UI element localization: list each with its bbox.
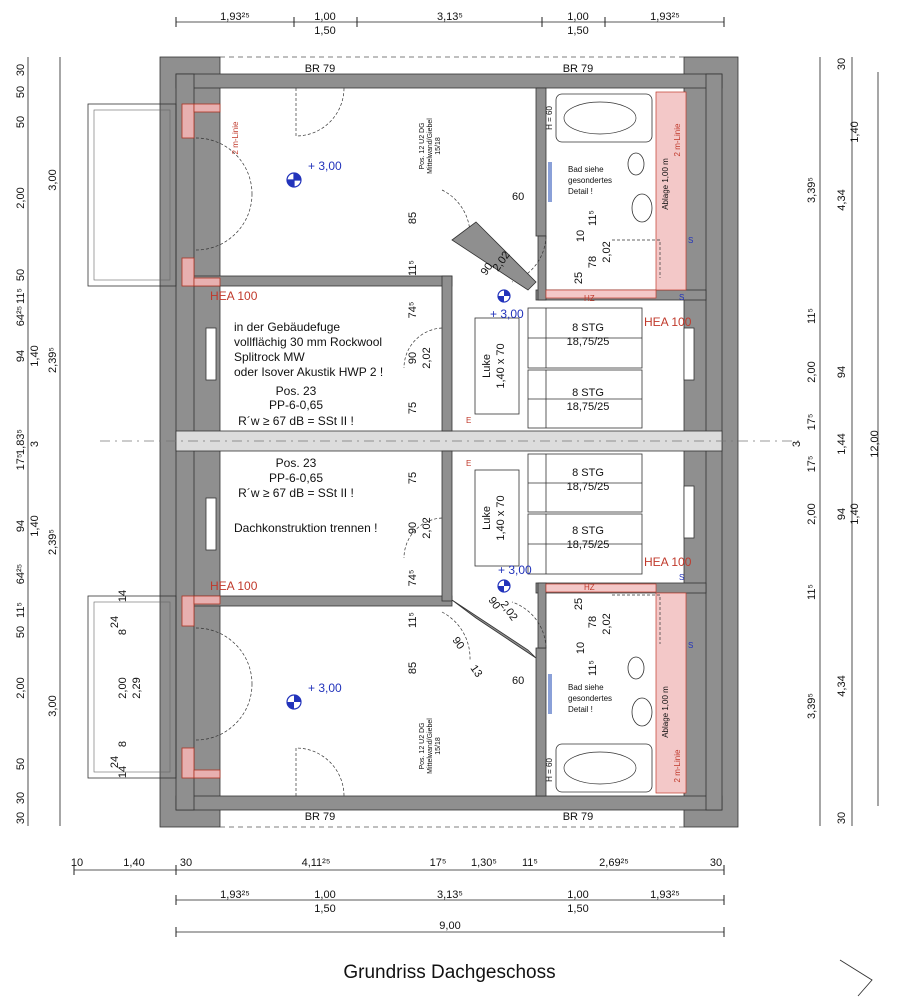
svg-text:18,75/25: 18,75/25 (566, 401, 610, 413)
svg-text:H = 60: H = 60 (545, 758, 554, 782)
stair-label: 8 STG (572, 525, 604, 537)
window-label-bottom-right: BR 79 (562, 811, 594, 823)
stair-label: 8 STG (572, 387, 604, 399)
svg-text:2,29: 2,29 (131, 677, 143, 699)
toilet-icon (628, 153, 644, 175)
dim-left-3: 50 (15, 115, 27, 129)
building-outline (100, 57, 800, 827)
svg-text:2 m-Linie: 2 m-Linie (673, 123, 682, 157)
svg-text:1,00: 1,00 (314, 889, 336, 901)
dim-right-11: 30 (836, 811, 848, 825)
svg-text:17⁵: 17⁵ (429, 857, 447, 869)
svg-text:2,02: 2,02 (421, 347, 433, 369)
dim-left-17: 30 (15, 791, 27, 805)
svg-text:2,00: 2,00 (117, 677, 129, 699)
svg-text:Dachkonstruktion trennen !: Dachkonstruktion trennen ! (234, 521, 378, 535)
stair-label: 8 STG (572, 322, 604, 334)
svg-text:PP-6-0,65: PP-6-0,65 (268, 471, 324, 485)
svg-text:2,02: 2,02 (421, 517, 433, 539)
svg-text:14: 14 (117, 765, 129, 779)
svg-text:78: 78 (587, 615, 599, 629)
svg-text:2,02: 2,02 (601, 241, 613, 263)
svg-text:15/18: 15/18 (435, 137, 442, 155)
bottom-dimension-chain (71, 857, 724, 937)
svg-text:PP-6-0,65: PP-6-0,65 (268, 398, 324, 412)
bath-note-lower (568, 683, 612, 714)
stair-label: 8 STG (572, 467, 604, 479)
svg-text:1,93²⁵: 1,93²⁵ (220, 889, 250, 901)
dim-top-1: 1,93²⁵ (220, 11, 250, 23)
svg-text:85: 85 (407, 661, 419, 675)
dim-top-5: 1,93²⁵ (650, 11, 680, 23)
svg-text:11⁵: 11⁵ (407, 260, 419, 276)
svg-text:2,02: 2,02 (601, 613, 613, 635)
svg-text:2 m-Linie: 2 m-Linie (673, 749, 682, 783)
svg-text:75: 75 (407, 471, 419, 485)
svg-text:11⁵: 11⁵ (587, 210, 599, 226)
lower-hall-wall (442, 451, 452, 601)
svg-text:90: 90 (449, 634, 467, 652)
svg-text:2,02: 2,02 (490, 249, 513, 274)
dim-left-mid-4: 3 (29, 440, 41, 448)
dim-right-mid-2: 94 (836, 365, 848, 379)
level-marker-lower-hall (498, 563, 532, 592)
svg-text:oder Isover Akustik HWP 2 !: oder Isover Akustik HWP 2 ! (234, 365, 384, 379)
dim-right-3: 11⁵ (806, 308, 818, 324)
svg-text:90: 90 (478, 260, 496, 278)
svg-text:Mittelwand/Giebel: Mittelwand/Giebel (427, 718, 434, 774)
left-dimension-chain (15, 57, 60, 826)
svg-text:gesondertes: gesondertes (568, 176, 613, 185)
window-label-top-right: BR 79 (562, 63, 594, 75)
svg-text:+ 3,00: + 3,00 (308, 681, 342, 695)
sink-icon (632, 194, 652, 222)
lower-room-wall (194, 596, 452, 606)
dim-right-mid-1: 4,34 (836, 189, 848, 211)
svg-text:18,75/25: 18,75/25 (566, 539, 610, 551)
dim-left-11: 94 (15, 519, 27, 533)
svg-text:R´w ≥ 67 dB = SSt II !: R´w ≥ 67 dB = SSt II ! (238, 486, 354, 500)
dim-left-6: 11⁵ (15, 288, 27, 304)
steel-beam-label: HEA 100 (644, 555, 692, 569)
svg-text:gesondertes: gesondertes (568, 694, 613, 703)
dim-left-13: 11⁵ (15, 602, 27, 618)
dim-left-mid-6: 2,39⁵ (47, 529, 59, 555)
svg-text:1,93²⁵: 1,93²⁵ (650, 889, 680, 901)
svg-text:2 m-Linie: 2 m-Linie (231, 121, 240, 155)
dim-left-1: 30 (15, 63, 27, 77)
level-marker-lower (287, 681, 342, 709)
svg-text:25: 25 (573, 271, 585, 285)
dim-left-4: 2,00 (15, 187, 27, 209)
svg-text:HZ: HZ (584, 583, 595, 592)
upper-bath-wall-lower (538, 236, 546, 300)
svg-text:Pos. 12 U2 DG: Pos. 12 U2 DG (419, 122, 426, 170)
dim-left-8: 94 (15, 349, 27, 363)
svg-text:E: E (466, 459, 472, 468)
svg-text:1,50: 1,50 (314, 903, 336, 915)
dim-left-mid-2: 1,40 (29, 345, 41, 367)
bathtub-icon (556, 94, 652, 142)
steel-beam-label: HEA 100 (210, 289, 258, 303)
svg-text:90: 90 (407, 351, 419, 365)
steel-beam-label: HEA 100 (644, 315, 692, 329)
svg-text:HZ: HZ (584, 294, 595, 303)
dim-left-18: 30 (15, 811, 27, 825)
dim-left-16: 50 (15, 757, 27, 771)
lower-bathroom-fixtures (548, 657, 652, 792)
svg-text:S: S (679, 573, 685, 582)
svg-text:85: 85 (407, 211, 419, 225)
svg-text:Ablage 1,00 m: Ablage 1,00 m (661, 686, 670, 738)
drawing-title: Grundriss Dachgeschoss (343, 962, 556, 983)
dim-top-4: 1,00 (567, 11, 589, 23)
svg-text:Bad siehe: Bad siehe (568, 165, 604, 174)
svg-text:13: 13 (467, 662, 485, 680)
svg-text:H = 60: H = 60 (545, 106, 554, 130)
top-wall (176, 74, 722, 88)
svg-text:Pos. 23: Pos. 23 (275, 384, 317, 398)
dim-top-7: 1,50 (567, 25, 589, 37)
dim-left-mid-5: 1,40 (29, 515, 41, 537)
svg-text:vollflächig 30 mm Rockwool: vollflächig 30 mm Rockwool (234, 335, 383, 349)
svg-text:Pos. 23: Pos. 23 (275, 456, 317, 470)
dim-top-2: 1,00 (314, 11, 336, 23)
dim-left-mid-3: 2,39⁵ (47, 347, 59, 373)
svg-text:15/18: 15/18 (435, 737, 442, 755)
dim-total-width: 9,00 (439, 920, 461, 932)
dim-right-mid-4: 94 (836, 507, 848, 521)
dim-right-7: 17⁵ (806, 455, 818, 473)
svg-text:Pos. 12 U2 DG: Pos. 12 U2 DG (419, 722, 426, 770)
svg-text:Detail !: Detail ! (568, 705, 593, 714)
svg-text:11⁵: 11⁵ (587, 660, 599, 676)
svg-text:10: 10 (70, 857, 84, 869)
dim-right-outer-1: 1,40 (849, 121, 861, 143)
svg-text:Splitrock MW: Splitrock MW (234, 350, 305, 364)
svg-text:Mittelwand/Giebel: Mittelwand/Giebel (427, 118, 434, 174)
svg-text:60: 60 (512, 675, 525, 687)
dim-right-9: 11⁵ (806, 584, 818, 600)
svg-text:2,02: 2,02 (497, 598, 520, 624)
svg-text:8: 8 (117, 740, 129, 748)
svg-text:+ 3,00: + 3,00 (498, 563, 532, 577)
svg-text:11⁵: 11⁵ (407, 612, 419, 628)
dim-left-mid-7: 3,00 (47, 695, 59, 717)
svg-text:+ 3,00: + 3,00 (490, 307, 524, 321)
dim-right-total: 12,00 (869, 430, 881, 458)
right-dimension-chain (791, 57, 881, 826)
dim-right-2: 3,39⁵ (806, 177, 818, 203)
svg-text:18,75/25: 18,75/25 (566, 481, 610, 493)
svg-text:Luke: Luke (481, 354, 493, 378)
toilet-icon (628, 657, 644, 679)
svg-text:4,11²⁵: 4,11²⁵ (301, 857, 331, 869)
dim-left-15: 2,00 (15, 677, 27, 699)
svg-text:S: S (679, 293, 685, 302)
svg-text:10: 10 (575, 641, 587, 655)
dim-right-outer-2: 1,40 (849, 503, 861, 525)
dim-left-2: 50 (15, 85, 27, 99)
svg-text:Ablage 1,00 m: Ablage 1,00 m (661, 158, 670, 210)
svg-text:1,30⁵: 1,30⁵ (471, 857, 497, 869)
svg-text:1,50: 1,50 (567, 903, 589, 915)
svg-text:R´w ≥ 67 dB = SSt II !: R´w ≥ 67 dB = SSt II ! (238, 414, 354, 428)
bottom-wall (176, 796, 722, 810)
svg-text:1,40 x 70: 1,40 x 70 (495, 495, 507, 541)
svg-text:30: 30 (709, 857, 723, 869)
joint-note (234, 320, 383, 428)
upper-room-wall (194, 276, 452, 286)
svg-text:2,69²⁵: 2,69²⁵ (599, 857, 629, 869)
svg-text:S: S (688, 641, 694, 650)
window-label-bottom-left: BR 79 (304, 811, 336, 823)
svg-text:in der Gebäudefuge: in der Gebäudefuge (234, 320, 341, 334)
svg-text:24: 24 (109, 615, 121, 629)
svg-text:25: 25 (573, 597, 585, 611)
svg-text:1,40 x 70: 1,40 x 70 (495, 343, 507, 389)
dim-left-10: 17⁵ (15, 453, 27, 471)
dim-right-1: 30 (836, 57, 848, 71)
svg-text:90: 90 (485, 594, 503, 612)
dim-top-3: 3,13⁵ (437, 11, 463, 23)
svg-text:90: 90 (407, 521, 419, 535)
dim-right-8: 2,00 (806, 503, 818, 525)
upper-hall-wall (442, 276, 452, 431)
dim-left-12: 64²⁵ (15, 563, 27, 585)
window-label-top-left: BR 79 (304, 63, 336, 75)
bath-note-upper (568, 165, 612, 196)
svg-text:E: E (466, 416, 472, 425)
dim-top-6: 1,50 (314, 25, 336, 37)
svg-text:78: 78 (587, 255, 599, 269)
svg-text:S: S (688, 236, 694, 245)
sink-icon (632, 698, 652, 726)
svg-text:Luke: Luke (481, 506, 493, 530)
svg-text:74⁵: 74⁵ (407, 301, 419, 319)
dormer-upper (88, 104, 252, 286)
dim-right-5: 17⁵ (806, 413, 818, 431)
svg-text:+ 3,00: + 3,00 (308, 159, 342, 173)
party-wall-note (234, 456, 377, 535)
dim-left-9: 1,83⁵ (15, 429, 27, 455)
svg-text:24: 24 (109, 755, 121, 769)
svg-text:11⁵: 11⁵ (522, 857, 538, 869)
svg-text:10: 10 (575, 229, 587, 243)
svg-text:60: 60 (512, 191, 525, 203)
steel-beam-label: HEA 100 (210, 579, 258, 593)
svg-text:75: 75 (407, 401, 419, 415)
level-marker-upper (287, 159, 342, 187)
svg-text:Bad siehe: Bad siehe (568, 683, 604, 692)
svg-text:14: 14 (117, 589, 129, 603)
svg-text:30: 30 (179, 857, 193, 869)
level-marker-upper-hall (490, 290, 524, 321)
upper-bathroom-fixtures (548, 94, 652, 222)
bathtub-icon (556, 744, 652, 792)
svg-text:1,00: 1,00 (567, 889, 589, 901)
svg-text:Detail !: Detail ! (568, 187, 593, 196)
dim-right-4: 2,00 (806, 361, 818, 383)
svg-text:74⁵: 74⁵ (407, 569, 419, 587)
dim-left-mid-1: 3,00 (47, 169, 59, 191)
dim-right-mid-3: 1,44 (836, 433, 848, 455)
svg-text:1,40: 1,40 (123, 857, 145, 869)
svg-text:18,75/25: 18,75/25 (566, 336, 610, 348)
dim-left-7: 64²⁵ (15, 305, 27, 327)
svg-text:3,13⁵: 3,13⁵ (437, 889, 463, 901)
dim-left-5: 50 (15, 268, 27, 282)
lower-bath-wall-upper (538, 583, 546, 648)
dim-right-mid-5: 4,34 (836, 675, 848, 697)
svg-text:8: 8 (117, 628, 129, 636)
dim-left-14: 50 (15, 625, 27, 639)
dim-right-10: 3,39⁵ (806, 693, 818, 719)
top-dimension-chain (176, 11, 724, 37)
dim-right-6: 3 (791, 440, 803, 448)
